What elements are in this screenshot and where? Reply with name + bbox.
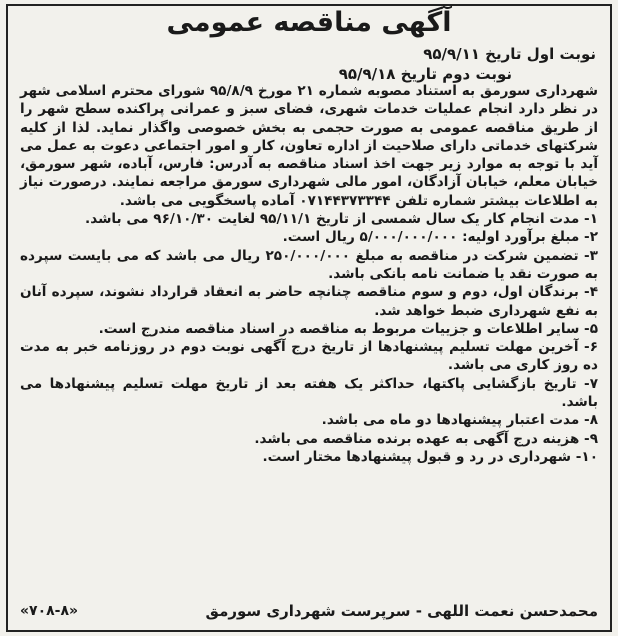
condition-item: ۹- هزینه درج آگهی به عهده برنده مناقصه می باشد. bbox=[254, 430, 598, 447]
condition-item: ۲- مبلغ برآورد اولیه: ۵/۰۰۰/۰۰۰/۰۰۰ ریال است. bbox=[282, 229, 598, 246]
notice-body bbox=[20, 82, 598, 466]
notice-title: آگهی مناقصه عمومی bbox=[166, 7, 452, 38]
condition-item: ۴- برندگان اول، دوم و سوم مناقصه چنانچه حاضر به انعقاد قرارداد نشوند، سپرده آنان به نفع شهرداری ضبط خواهد شد. bbox=[20, 284, 598, 319]
condition-item: ۱- مدت انجام کار یک سال شمسی از تاریخ ۹۵/۱۱/۱ لغایت ۹۶/۱۰/۳۰ می باشد. bbox=[85, 211, 598, 228]
first-round-date: نوبت اول تاریخ ۹۵/۹/۱۱ bbox=[423, 45, 596, 63]
signature-line bbox=[20, 600, 598, 622]
notice-dates bbox=[216, 44, 596, 84]
second-round-date: نوبت دوم تاریخ ۹۵/۹/۱۸ bbox=[338, 65, 512, 83]
condition-item: ۶- آخرین مهلت تسلیم پیشنهادها از تاریخ درج آگهی نوبت دوم در روزنامه خبر به مدت ده روز کاری می باشد. bbox=[20, 339, 598, 374]
ad-code: «۷۰۸-۸» bbox=[20, 603, 79, 619]
condition-item: ۷- تاریخ بازگشایی پاکتها، حداکثر یک هفته بعد از تاریخ مهلت تسلیم پیشنهادها می باشد. bbox=[20, 375, 598, 411]
condition-item: ۸- مدت اعتبار پیشنهادها دو ماه می باشد. bbox=[321, 412, 598, 429]
conditions-list bbox=[20, 210, 598, 466]
notice-intro: شهرداری سورمق به استناد مصوبه شماره ۲۱ مورخ ۹۵/۸/۹ شورای محترم اسلامی شهر در نظر دارد انجام عملیات خدمات شهری، فضای سبز و عمرانی پراکنده سطح شهر را از طریق مناقصه عمومی به صورت حجمی به بخش خصوصی واگذار نماید. لذا از کلیه شرکتهای خدماتی دارای صلاحیت از اداره تعاون، کار و امور اجتماعی دعوت به عمل می آید با توجه به موارد زیر جهت اخذ اسناد مناقصه به آدرس: فارس، آباده، شهر سورمق، خیابان معلم، خیابان آزادگان، امور مالی شهرداری سورمق مراجعه نمایند. درصورت نیاز به اطلاعات بیشتر شماره تلفن ۰۷۱۴۴۳۷۳۳۴۴ آماده پاسخگویی می باشد. bbox=[20, 83, 598, 209]
condition-item: ۳- تضمین شرکت در مناقصه به مبلغ ۲۵۰/۰۰۰/۰۰۰ ریال می باشد که می بایست سپرده به صورت نقد یا ضمانت نامه بانکی باشد. bbox=[20, 247, 598, 282]
signatory: محمدحسن نعمت اللهی - سرپرست شهرداری سورمق bbox=[205, 602, 598, 620]
condition-item: ۵- سایر اطلاعات و جزییات مربوط به مناقصه در اسناد مناقصه مندرج است. bbox=[98, 320, 598, 337]
condition-item: ۱۰- شهرداری در رد و قبول پیشنهادها مختار است. bbox=[262, 448, 598, 465]
